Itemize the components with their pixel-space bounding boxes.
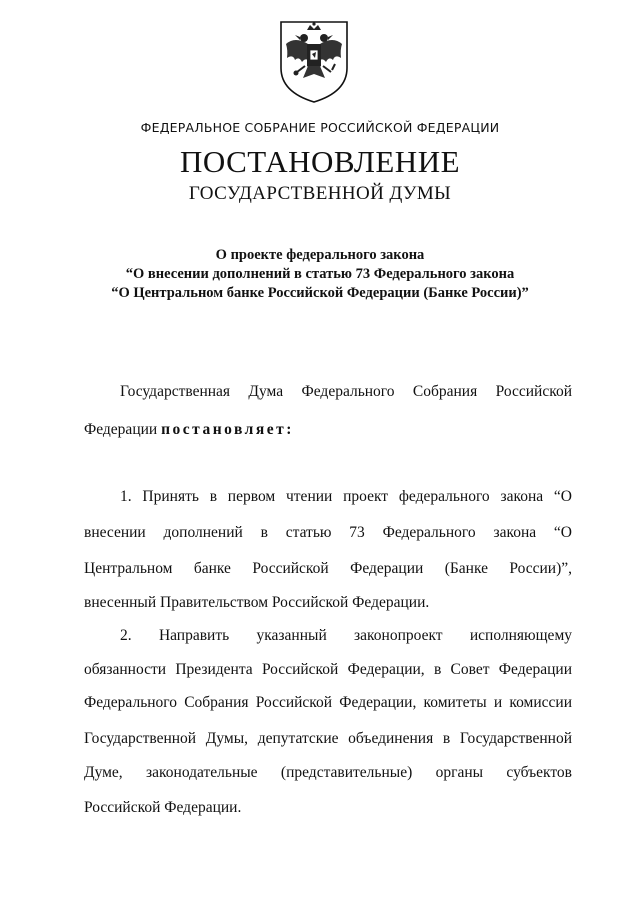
item-line: Думе, законодательные (представительные) органы субъектов (84, 764, 572, 781)
organization-name: ФЕДЕРАЛЬНОЕ СОБРАНИЕ РОССИЙСКОЙ ФЕДЕРАЦИИ (140, 120, 500, 135)
item-line: 2. Направить указанный законопроект исполняющему (120, 627, 572, 644)
item-line: обязанности Президента Российской Федерации, в Совет Федерации (84, 661, 572, 678)
subject-line: “О Центральном банке Российской Федерации (Банке России)” (111, 285, 529, 301)
preamble-line: Государственная Дума Федерального Собрания Российской (120, 383, 572, 400)
document-subtitle: ГОСУДАРСТВЕННОЙ ДУМЫ (188, 183, 452, 204)
subject-line: О проекте федерального закона (215, 247, 425, 263)
item-line: Государственной Думы, депутатские объединения в Государственной (84, 730, 572, 747)
document-subject (0, 246, 640, 303)
russian-coat-of-arms-icon (277, 20, 351, 104)
preamble-line (84, 421, 572, 439)
subject-line: “О внесении дополнений в статью 73 Федерального закона (125, 266, 515, 282)
item-line: Российской Федерации. (84, 799, 242, 816)
preamble-text: Федерации (84, 421, 158, 438)
item-line: внесении дополнений в статью 73 Федерального закона “О (84, 524, 572, 541)
item-line: 1. Принять в первом чтении проект федерального закона “О (120, 488, 572, 505)
item-line: внесенный Правительством Российской Федерации. (84, 594, 430, 611)
item-line: Центральном банке Российской Федерации (Банке России)”, (84, 560, 572, 577)
item-line: Федерального Собрания Российской Федерации, комитеты и комиссии (84, 694, 572, 711)
resolution-verb: постановляет: (161, 421, 294, 438)
document-title: ПОСТАНОВЛЕНИЕ (179, 144, 461, 179)
